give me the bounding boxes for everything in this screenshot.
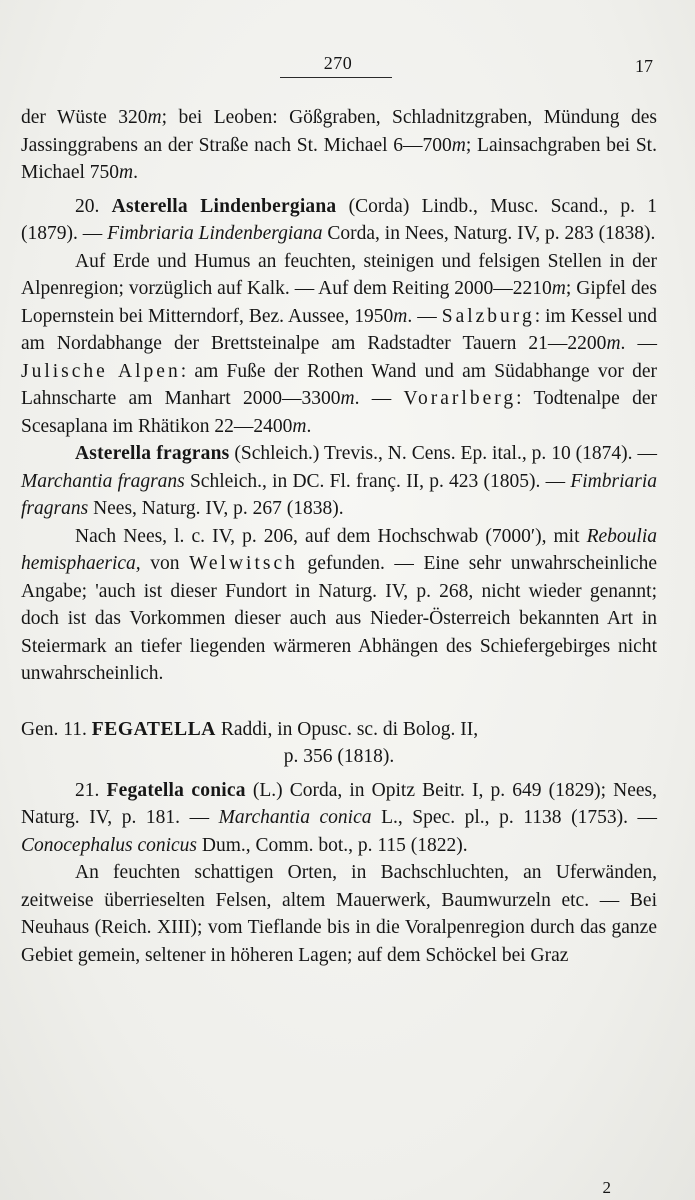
synonym: Conocephalus conicus [21,834,198,856]
person-name: Welwitsch [189,553,298,574]
entry-21-habitat: An feuchten schattigen Orten, in Bachschluchten, an Uferwänden, zeitweise überrieselten Felsen, altem Mauerwerk, Baumwurzeln etc. — Bei Neuhaus (Reich. XIII); vom Tieflande bis in die Voralpenregion durch das ganze Gebiet gemein, seltener in höheren Lagen; auf dem Schöckel bei Graz [21,862,657,966]
entry-21-citation: 21. Fegatella conica (L.) Corda, in Opitz Beitr. I, p. 649 (1829); Nees, Naturg. IV, p. 181. — Marchantia conica L., Spec. pl., p. 1138 (1753). — Conocephalus conicus Dum., Comm. bot., p. 115 (1822). [21,779,658,856]
genus-name: FEGATELLA [91,718,216,740]
fragrans-note: Nach Nees, l. c. IV, p. 206, auf dem Hochschwab (7000′), mit Reboulia hemisphaerica, von Welwitsch gefunden. — Eine sehr unwahrscheinliche Angabe; 'auch ist dieser Fundort in Naturg. IV, p. 268, nicht wieder genannt; doch ist das Vorkommen dieser auch aus Nieder-Österreich bekannten Art in Steiermark an tiefer liegenden wärmeren Abhängen des Schiefergebirges nicht unwahrscheinlich. [21,525,658,684]
spacer [21,688,657,716]
continuation-paragraph: der Wüste 320m; bei Leoben: Gößgraben, Schladnitzgraben, Mündung des Jassinggrabens an der Straße nach St. Michael 6—700m; Lainsachgraben bei St. Michael 750m. [21,107,657,183]
species-name: Asterella Lindenbergiana [111,195,337,217]
region-name: Vorarlberg [403,388,517,409]
signature-mark-top: 17 [635,56,653,76]
genus-11-heading: Gen. 11. FEGATELLA Raddi, in Opusc. sc. di Bolog. II, [21,718,479,740]
genus-11-heading-cont: p. 356 (1818). [283,746,395,767]
synonym: Fimbriaria fragrans [21,470,657,519]
species-name: Fegatella conica [106,779,246,801]
species-name: Asterella fragrans [75,443,230,464]
header-rule [280,77,392,78]
fragrans-citation: Asterella fragrans (Schleich.) Trevis., N. Cens. Ep. ital., p. 10 (1874). — Marchantia fragrans Schleich., in DC. Fl. franç. II, p. 423 (1805). — Fimbriaria fragrans Nees, Naturg. IV, p. 267 (1838). [21,443,657,519]
synonym: Marchantia fragrans [21,470,185,492]
entry-number: 20. [75,195,100,217]
region-name: Julische Alpen [21,360,181,382]
page-number: 270 [323,53,353,73]
region-name: Salzburg [441,305,535,327]
synonym: Reboulia hemisphaerica, [21,525,657,574]
genus-label: Gen. 11. [21,718,87,740]
synonym: Fimbriaria Lindenbergiana [107,223,323,244]
entry-number: 21. [75,779,100,801]
entry-20-citation: 20. Asterella Lindenbergiana (Corda) Lindb., Musc. Scand., p. 1 (1879). — Fimbriaria Lindenbergiana Corda, in Nees, Naturg. IV, p. 283 (1838). [21,195,658,244]
entry-20-habitat: Auf Erde und Humus an feuchten, steinigen und felsigen Stellen in der Alpenregion; vorzüglich auf Kalk. — Auf dem Reiting 2000—2210m; Gipfel des Lopernstein bei Mitterndorf, Bez. Aussee, 1950m. — Salzburg: im Kessel und am Nordabhange der Brettsteinalpe am Radstadter Tauern 21—2200m. — Julische Alpen: am Fuße der Rothen Wand und am Südabhange vor der Lahnscharte am Manhart 2000—3300m. — Vorarlberg: Todtenalpe der Scesaplana im Rhätikon 22—2400m. [21,250,658,437]
signature-mark-bottom: 2 [602,1178,611,1197]
page-body [21,104,657,969]
synonym: Marchantia conica [218,807,372,828]
